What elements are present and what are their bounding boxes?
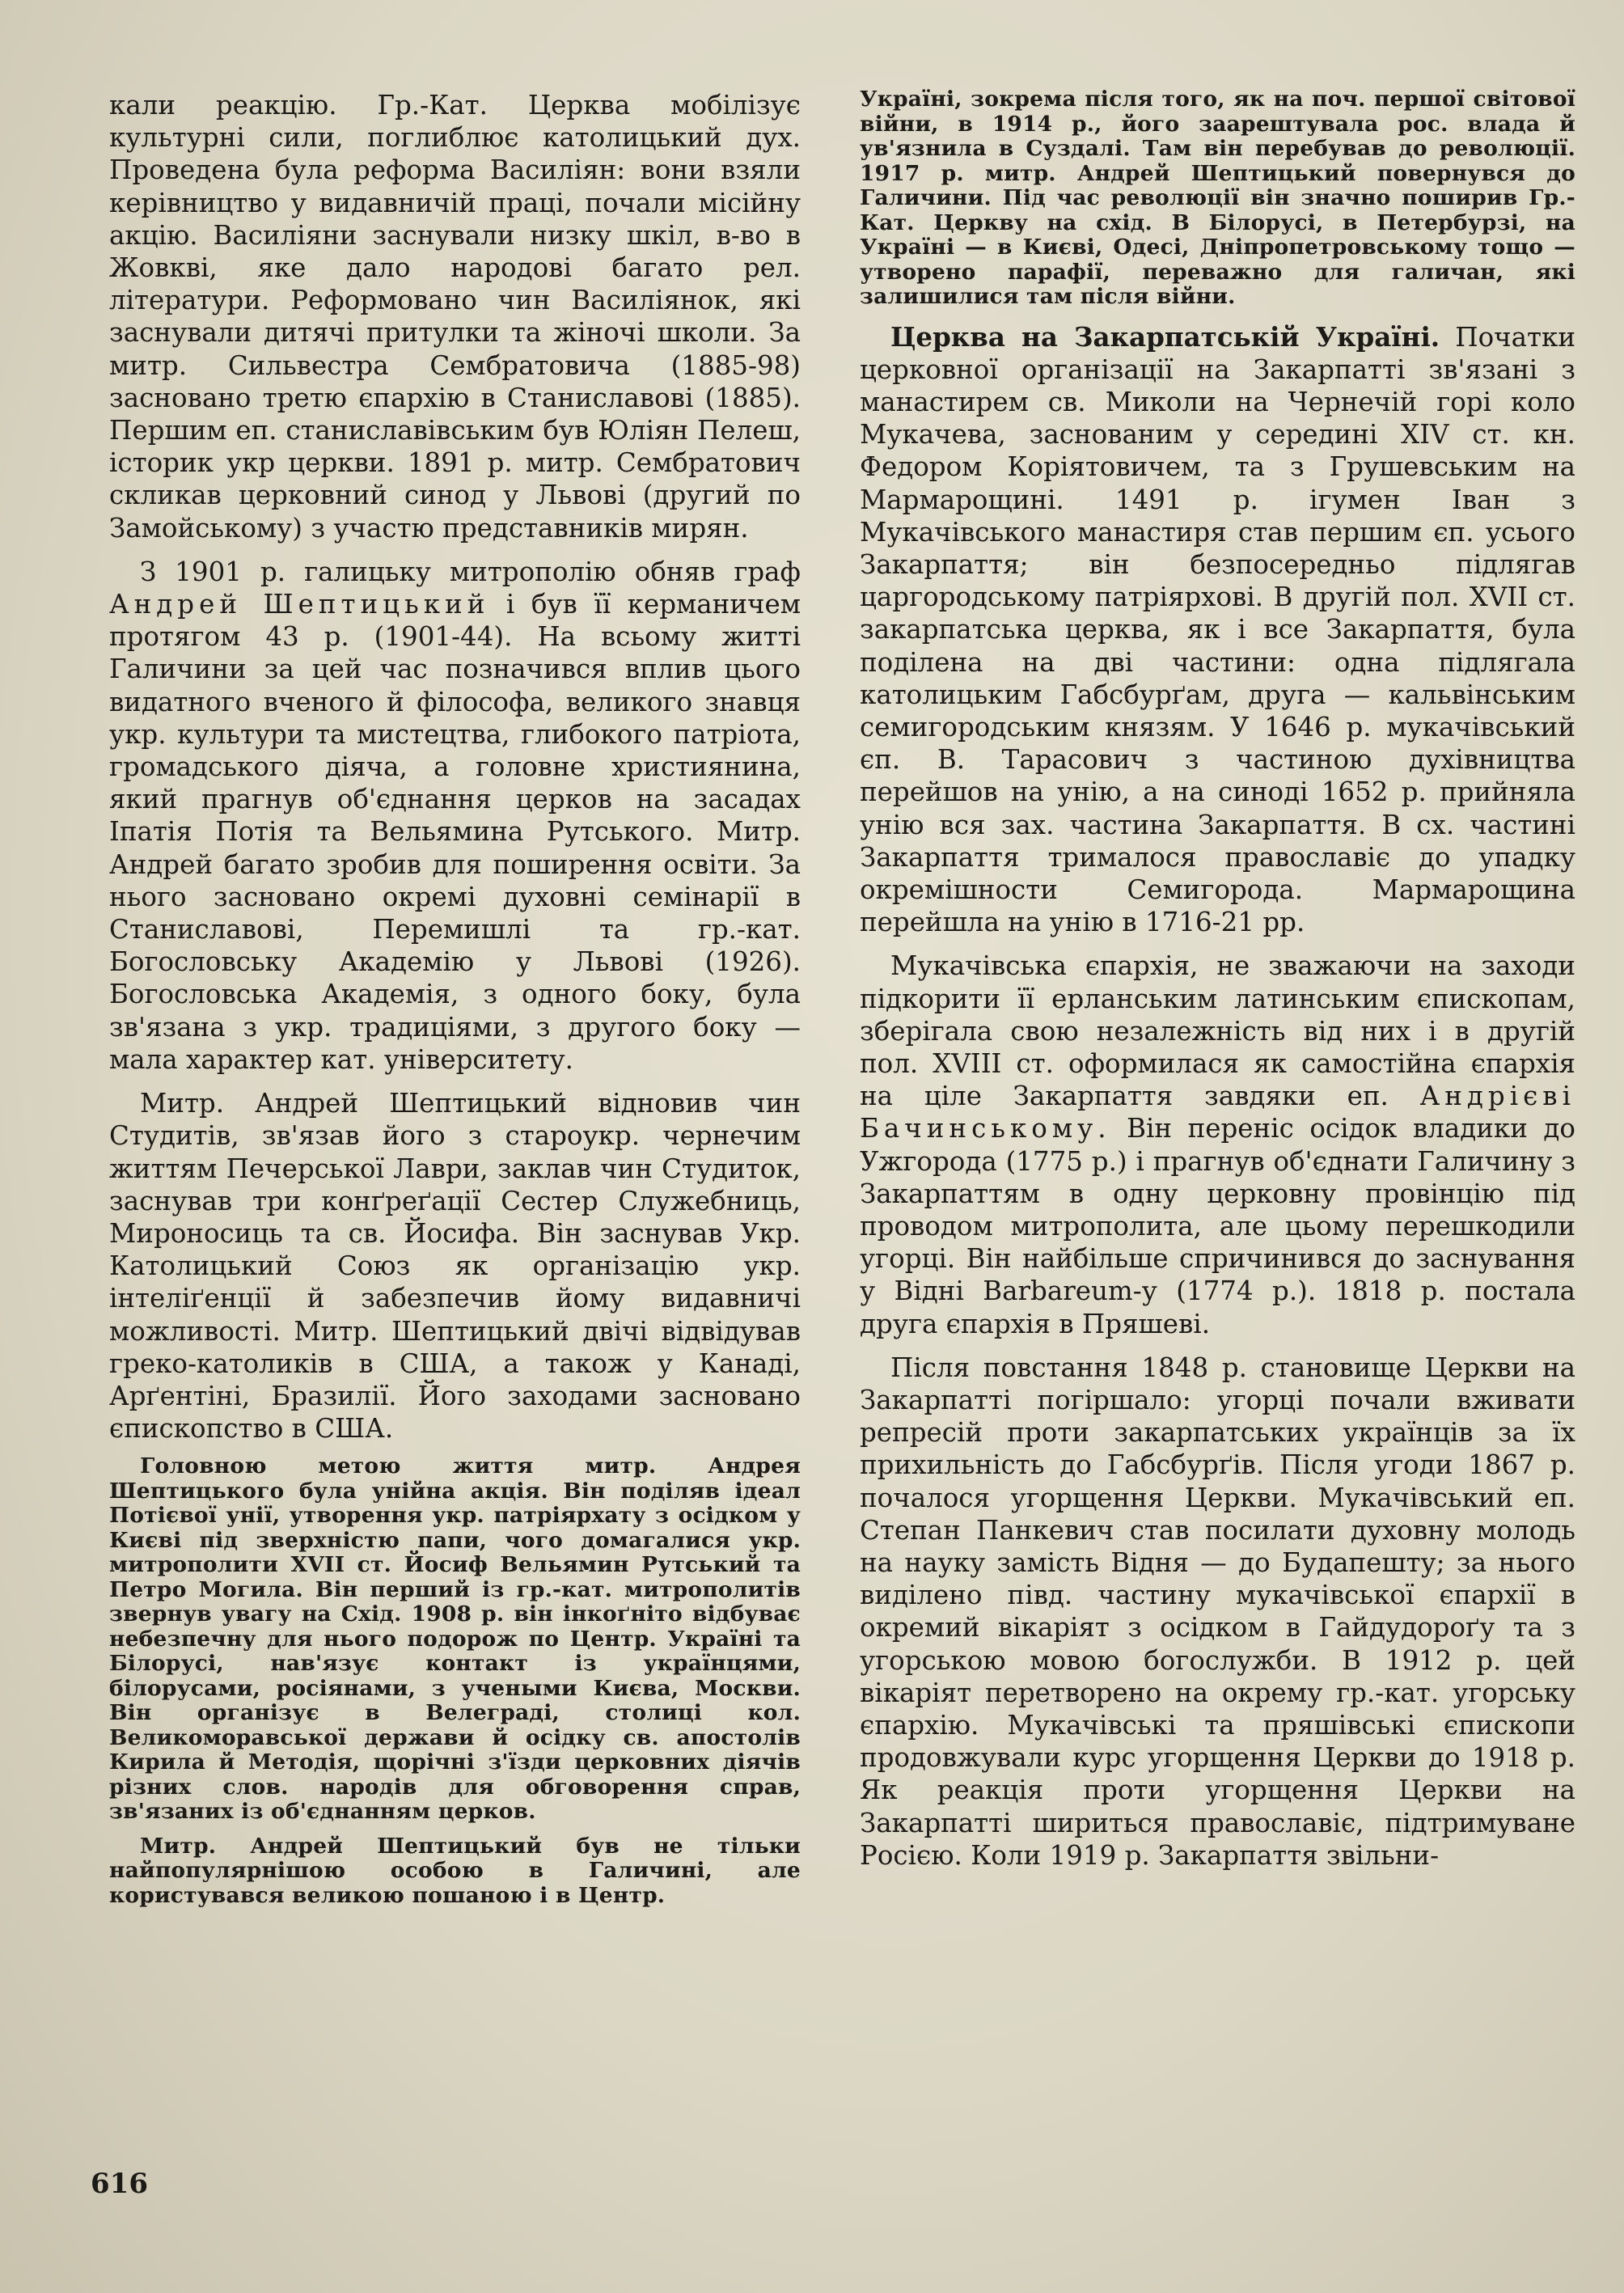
paragraph-text: З 1901 р. галицьку митрополію обняв граф (140, 556, 801, 587)
paragraph: Після повстання 1848 р. становище Церкви на Закарпатті погіршало: угорці почали вживати репресій проти закарпатських українців за їх прихильність до Габсбурґів. Після угоди 1867 р. почалося угорщення Церкви. Мукачівський еп. Степан Панкевич став посилати духовну молодь на науку замість Відня — до Будапешту; за нього виділено півд. частину мукачівської єпархії в окремий вікаріят з осідком в Гайдудороґу та з угорською мовою богослужби. В 1912 р. цей вікаріят перетворено на окрему гр.-кат. угорську єпархію. Мукачівські та пряшівські єпископи продовжували курс угорщення Церкви до 1918 р. Як реакція проти угорщення Церкви на Закарпатті шириться православіє, підтримуване Росією. Коли 1919 р. Закарпаття звільни- (860, 1352, 1575, 1871)
page-number: 616 (91, 2168, 148, 2200)
left-column (109, 89, 801, 1908)
paragraph: Митр. Андрей Шептицький відновив чин Студитів, зв'язав його з староукр. чернечим життям Печерської Лаври, заклав чин Студиток, заснував три конґреґації Сестер Служебниць, Мироносиць та св. Йосифа. Він заснував Укр. Католицький Союз як організацію укр. інтеліґенції й забезпечив йому видавничі можливості. Митр. Шептицький двічі відвідував греко-католиків в США, а також у Канаді, Арґентіні, Бразилії. Його заходами засновано єпископство в США. (109, 1088, 801, 1445)
small-paragraph: Митр. Андрей Шептицький був не тільки найпопулярнішою особою в Галичині, але користувався великою пошаною і в Центр. (109, 1833, 801, 1908)
paragraph-text: Він переніс осідок владики до Ужгорода (1775 р.) і прагнув об'єднати Галичину з Закарпаттям в одну церковну провінцію під проводом митрополита, але цьому перешкодили угорці. Він найбільше спричинився до заснування у Відні Barbareum-у (1774 р.). 1818 р. постала друга єпархія в Пряшеві. (860, 1113, 1575, 1339)
spaced-name: Андрієві Бачинському. (860, 1081, 1575, 1144)
paragraph: кали реакцію. Гр.-Кат. Церква мобілізує культурні сили, поглиблює католицький дух. Проведена була реформа Василіян: вони взяли керівництво у видавничій праці, почали місійну акцію. Василіяни заснували низку шкіл, в-во в Жовкві, яке дало народові багато рел. літератури. Реформовано чин Василіянок, які заснували дитячі притулки та жіночі школи. За митр. Сильвестра Сембратовича (1885-98) засновано третю єпархію в Станиславові (1885). Першим еп. станиславівським був Юліян Пелеш, історик укр церкви. 1891 р. митр. Сембратович скликав церковний синод у Львові (другий по Замойському) з участю представників мирян. (109, 90, 801, 544)
section-heading: Церква на Закарпатській Україні. (890, 320, 1440, 353)
paragraph (109, 556, 801, 1076)
small-paragraph: Україні, зокрема після того, як на поч. першої світової війни, в 1914 р., його заарештувала рос. влада й ув'язнила в Суздалі. Там він перебував до революції. 1917 р. митр. Андрей Шептицький повернувся до Галичини. Під час революції він значно поширив Гр.-Кат. Церкву на схід. В Білорусі, в Петербурзі, на Україні — в Києві, Одесі, Дніпропетровському тощо — утворено парафії, переважно для галичан, які залишилися там після війни. (860, 87, 1575, 309)
right-column (860, 87, 1575, 1872)
small-paragraph: Головною метою життя митр. Андрея Шептицького була унійна акція. Він поділяв ідеал Потієвої унії, утворення укр. патріярхату з осідком у Києві під зверхністю папи, чого домагалися укр. митрополити XVII ст. Йосиф Вельямин Рутський та Петро Могила. Він перший із гр.-кат. митрополитів звернув увагу на Схід. 1908 р. він інкоґніто відбуває небезпечну для нього подорож по Центр. Україні та Білорусі, нав'язує контакт із українцями, білорусами, росіянами, з учеными Києва, Москви. Він організує в Велеграді, столиці кол. Великоморавської держави й осідку св. апостолів Кирила й Методія, щорічні з'їзди церковних діячів різних слов. народів для обговорення справ, зв'язаних із об'єднанням церков. (109, 1453, 801, 1825)
paragraph (860, 321, 1575, 939)
paragraph-text: Початки церковної організації на Закарпатті зв'язані з манастирем св. Миколи на Чернечій горі коло Мукачева, заснованим у середині XIV ст. кн. Федором Коріятовичем, та з Грушевським на Мармарощині. 1491 р. ігумен Іван з Мукачівського манастиря став першим єп. усього Закарпаття; він безпосередньо підлягав царгородському патріярхові. В другій пол. XVII ст. закарпатська церква, як і все Закарпаття, була поділена на дві частини: одна підлягала католицьким Габсбурґам, друга — кальвінським семигородським князям. У 1646 р. мукачівський єп. В. Тарасович з частиною духівництва перейшов на унію, а на синоді 1652 р. прийняла унію вся зах. частина Закарпаття. В сх. частині Закарпаття трималося православіє до упадку окремішности Семигорода. Мармарощина перейшла на унію в 1716-21 рр. (860, 321, 1575, 938)
paragraph-text: і був її керманичем протягом 43 р. (1901-44). На всьому житті Галичини за цей час позначився вплив цього видатного вченого й філософа, великого знавця укр. культури та мистецтва, глибокого патріота, громадського діяча, а головне християнина, який прагнув об'єднання церков на засадах Іпатія Потія та Вельямина Рутського. Митр. Андрей багато зробив для поширення освіти. За нього засновано окремі духовні семінарії в Станиславові, Перемишлі та гр.-кат. Богословську Академію у Львові (1926). Богословська Академія, з одного боку, була зв'язана з укр. традиціями, з другого боку — мала характер кат. університету. (109, 589, 801, 1075)
spaced-name: Андрей Шептицький (109, 589, 490, 620)
paragraph (860, 950, 1575, 1339)
paragraph-text: Мукачівська єпархія, не зважаючи на заходи підкорити її ерланським латинським єпископам, зберігала свою незалежність від них і в другій пол. XVIII ст. оформилася як самостійна єпархія на ціле Закарпаття завдяки еп. (860, 950, 1575, 1112)
